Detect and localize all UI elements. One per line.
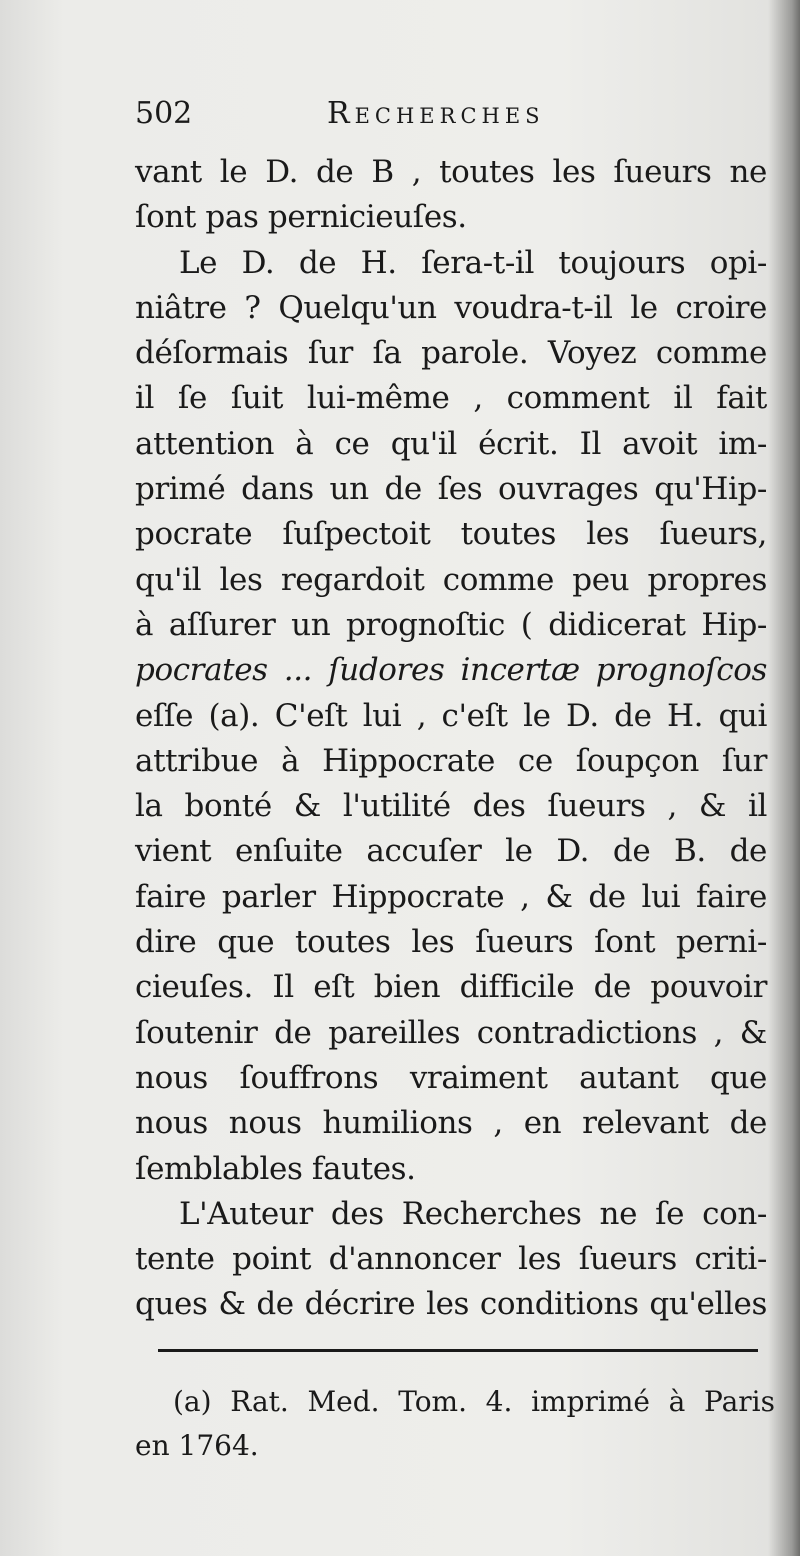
text-line: L'Auteur des Recherches ne ſe con- bbox=[179, 1195, 767, 1232]
text-line: vient enſuite accuſer le D. de B. de bbox=[135, 833, 767, 870]
text-line: cieuſes. Il eſt bien difficile de pouvoir bbox=[135, 969, 767, 1006]
text-line: il ſe ſuit lui-même , comment il fait bbox=[135, 380, 767, 417]
text-line: déſormais ſur ſa parole. Voyez comme bbox=[135, 335, 767, 372]
page-header bbox=[135, 92, 775, 140]
text-line: ſemblables fautes. bbox=[135, 1150, 416, 1187]
running-head: Recherches bbox=[327, 96, 545, 131]
text-line: eſſe (a). C'eſt lui , c'eſt le D. de H. qui bbox=[135, 697, 767, 734]
text-line: ſont pas pernicieuſes. bbox=[135, 199, 467, 236]
text-line: tente point d'annoncer les ſueurs criti- bbox=[135, 1241, 767, 1278]
text-line: nous ſouffrons vraiment autant que bbox=[135, 1059, 767, 1096]
text-line: à aſſurer un prognoſtic ( didicerat Hip- bbox=[135, 606, 767, 643]
text-line: Le D. de H. ſera-t-il toujours opi- bbox=[179, 244, 767, 281]
text-line: dire que toutes les ſueurs ſont perni- bbox=[135, 924, 767, 961]
text-line: primé dans un de ſes ouvrages qu'Hip- bbox=[135, 471, 767, 508]
footnote bbox=[135, 1380, 775, 1468]
text-line: pocrates ... ſudores incertæ prognoſcos bbox=[135, 652, 767, 689]
text-line: ſoutenir de pareilles contradictions , & bbox=[135, 1014, 767, 1051]
text-line: ques & de décrire les conditions qu'elles bbox=[135, 1286, 767, 1323]
body-text bbox=[135, 150, 767, 1328]
footnote-line: (a) Rat. Med. Tom. 4. imprimé à Paris bbox=[173, 1385, 775, 1418]
text-line: attention à ce qu'il écrit. Il avoit im- bbox=[135, 425, 767, 462]
text-line: la bonté & l'utilité des ſueurs , & il bbox=[135, 788, 767, 825]
page-number: 502 bbox=[135, 96, 193, 131]
text-line: vant le D. de B , toutes les ſueurs ne bbox=[135, 154, 767, 190]
footnote-divider bbox=[158, 1349, 758, 1352]
text-line: nous nous humilions , en relevant de bbox=[135, 1105, 767, 1142]
text-line: qu'il les regardoit comme peu propres bbox=[135, 561, 767, 598]
text-line: faire parler Hippocrate , & de lui faire bbox=[135, 878, 767, 915]
footnote-line: en 1764. bbox=[135, 1429, 259, 1462]
text-line: attribue à Hippocrate ce ſoupçon ſur bbox=[135, 742, 767, 779]
text-line: niâtre ? Quelqu'un voudra-t-il le croire bbox=[135, 289, 767, 326]
text-line: pocrate ſuſpectoit toutes les ſueurs, bbox=[135, 516, 767, 553]
